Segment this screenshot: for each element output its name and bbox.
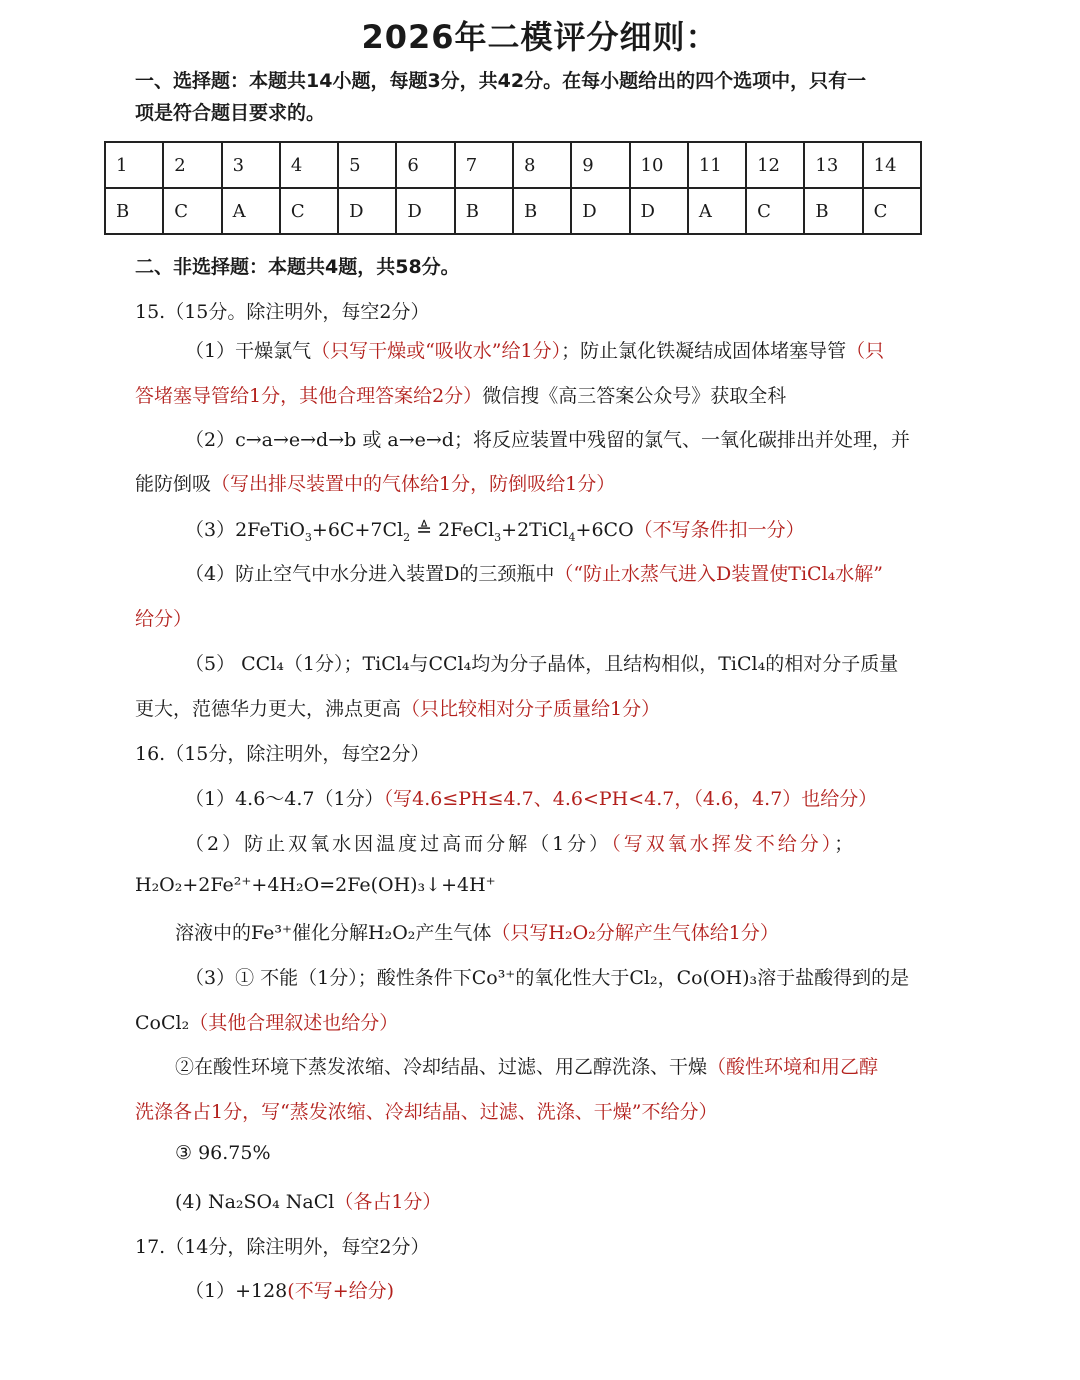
q17-p1-note: (不写+给分) bbox=[287, 1280, 395, 1302]
question-number-cell: 5 bbox=[338, 142, 396, 188]
q15-header: 15.（15分。除注明外，每空2分） bbox=[135, 301, 430, 323]
q15-p2-note: （写出排尽装置中的气体给1分，防倒吸给1分） bbox=[211, 473, 616, 495]
q17-p1-answer: （1）+128 bbox=[185, 1280, 288, 1302]
q15-p3-eq-b: +6C+7Cl bbox=[311, 519, 404, 541]
q15-part4-line1 bbox=[185, 559, 883, 586]
q15-part1-line1 bbox=[185, 336, 884, 363]
q15-part5-line1: （5） CCl₄（1分）；TiCl₄与CCl₄均为分子晶体，且结构相似，TiCl₄的相对分子质量 bbox=[185, 653, 899, 675]
answer-cell: C bbox=[746, 188, 804, 234]
q16-p4-note: （各占1分） bbox=[334, 1191, 442, 1213]
q16-p3-answer2: ②在酸性环境下蒸发浓缩、冷却结晶、过滤、用乙醇洗涤、干燥 bbox=[175, 1056, 708, 1078]
question-number-cell: 6 bbox=[396, 142, 454, 188]
question-number-cell: 4 bbox=[280, 142, 338, 188]
answer-cell: B bbox=[804, 188, 862, 234]
q15-p3-eq-e: +6CO bbox=[575, 519, 634, 541]
answer-cell: D bbox=[571, 188, 629, 234]
q16-p2-answer2: 溶液中的Fe³⁺催化分解H₂O₂产生气体 bbox=[175, 922, 492, 944]
q16-part3-line1: （3）① 不能（1分）；酸性条件下Co³⁺的氧化性大于Cl₂，Co(OH)₃溶于盐酸得到的是 bbox=[185, 967, 910, 989]
q15-wechat-note: 微信搜《高三答案公众号》获取全科 bbox=[482, 385, 787, 407]
q15-part2-line2 bbox=[135, 469, 615, 496]
q16-part3-line2 bbox=[135, 1008, 398, 1035]
q15-p3-note: （不写条件扣一分） bbox=[633, 519, 805, 541]
q15-p1-answer2: ；防止氯化铁凝结成固体堵塞导管 bbox=[561, 340, 847, 362]
q16-p4-answer: (4) Na₂SO₄ NaCl bbox=[175, 1191, 335, 1213]
q16-p2-sep: ； bbox=[834, 833, 857, 855]
answer-cell: A bbox=[688, 188, 746, 234]
q16-part3-line3 bbox=[175, 1052, 878, 1079]
question-number-cell: 14 bbox=[863, 142, 921, 188]
q15-p5-answer: 更大，范德华力更大，沸点更高 bbox=[135, 698, 402, 720]
q15-p4-note: （“防止水蒸气进入D装置使TiCl₄水解” bbox=[554, 563, 883, 585]
table-row-numbers bbox=[105, 142, 921, 188]
q15-p2-answer: 能防倒吸 bbox=[135, 473, 212, 495]
question-number-cell: 7 bbox=[455, 142, 513, 188]
q15-p3-eq-d: +2TiCl bbox=[501, 519, 569, 541]
section1-line1: 一、选择题：本题共14小题，每题3分，共42分。在每小题给出的四个选项中，只有一 bbox=[135, 70, 867, 92]
q16-p3-note2: （酸性环境和用乙醇 bbox=[707, 1056, 879, 1078]
q15-p4-answer: （4）防止空气中水分进入装置D的三颈瓶中 bbox=[185, 563, 555, 585]
answer-cell: D bbox=[630, 188, 688, 234]
q15-part4-line2: 给分） bbox=[135, 608, 193, 630]
question-number-cell: 2 bbox=[163, 142, 221, 188]
q15-part5-line2 bbox=[135, 694, 660, 721]
q16-part2-line3 bbox=[175, 918, 779, 945]
section2-label: 二、非选择题：本题共4题，共58分。 bbox=[135, 256, 460, 278]
q15-p1-note2-end: 答堵塞导管给1分，其他合理答案给2分） bbox=[135, 385, 483, 407]
answer-cell: B bbox=[513, 188, 571, 234]
answer-cell: D bbox=[396, 188, 454, 234]
q16-p2-answer: （2）防止双氧水因温度过高而分解（1分） bbox=[185, 833, 612, 855]
q15-p1-answer: （1）干燥氯气 bbox=[185, 340, 312, 362]
answer-cell: B bbox=[455, 188, 513, 234]
q17-header: 17.（14分，除注明外，每空2分） bbox=[135, 1236, 430, 1258]
q16-part3-line5: ③ 96.75% bbox=[175, 1142, 271, 1164]
q16-part4 bbox=[175, 1187, 441, 1214]
q16-part2-line1 bbox=[185, 829, 856, 856]
answer-cell: C bbox=[280, 188, 338, 234]
question-number-cell: 10 bbox=[630, 142, 688, 188]
section1-line2: 项是符合题目要求的。 bbox=[135, 102, 326, 124]
question-number-cell: 12 bbox=[746, 142, 804, 188]
q16-part3-line4: 洗涤各占1分，写“蒸发浓缩、冷却结晶、过滤、洗涤、干燥”不给分） bbox=[135, 1101, 718, 1123]
q16-p3-note: （其他合理叙述也给分） bbox=[189, 1012, 399, 1034]
answer-cell: A bbox=[222, 188, 280, 234]
q15-part1-line2 bbox=[135, 381, 786, 408]
q15-p1-note2-start: （只 bbox=[846, 340, 885, 362]
section2-heading bbox=[135, 252, 460, 279]
q15-part2-line1: （2）c→a→e→d→b 或 a→e→d；将反应装置中残留的氯气、一氧化碳排出并处理，并 bbox=[185, 429, 910, 451]
q15-part3: $(3)2FeTiO_3+6C+7Cl_2$ ≜ 2FeCl$_3$+2TiCl$_4$+6CO（不写条件扣一分） bbox=[185, 519, 805, 544]
question-number-cell: 9 bbox=[571, 142, 629, 188]
q16-header: 16.（15分，除注明外，每空2分） bbox=[135, 743, 430, 765]
question-number-cell: 1 bbox=[105, 142, 163, 188]
q16-part1 bbox=[185, 784, 877, 811]
answer-cell: C bbox=[163, 188, 221, 234]
question-number-cell: 11 bbox=[688, 142, 746, 188]
q16-p3-formula: CoCl₂ bbox=[135, 1012, 190, 1034]
page-title: 2026年二模评分细则： bbox=[361, 18, 719, 56]
answer-table bbox=[104, 141, 922, 235]
q16-p1-answer: （1）4.6～4.7（1分） bbox=[185, 788, 384, 810]
question-number-cell: 8 bbox=[513, 142, 571, 188]
q15-p5-note: （只比较相对分子质量给1分） bbox=[401, 698, 661, 720]
q16-p2-note2: （只写H₂O₂分解产生气体给1分） bbox=[491, 922, 779, 944]
table-row-answers bbox=[105, 188, 921, 234]
q16-p1-note: （写4.6≤PH≤4.7、4.6<PH<4.7，（4.6，4.7）也给分） bbox=[383, 788, 878, 810]
answer-cell: C bbox=[863, 188, 921, 234]
q15-p3-eq-c: ≜ 2FeCl bbox=[410, 519, 495, 541]
q15-p3-eq-a: （3）2FeTiO bbox=[185, 519, 305, 541]
q15-p1-note: （只写干燥或“吸收水”给1分） bbox=[311, 340, 562, 362]
q17-part1 bbox=[185, 1276, 394, 1303]
q16-p2-note: （写双氧水挥发不给分） bbox=[611, 833, 835, 855]
question-number-cell: 13 bbox=[804, 142, 862, 188]
answer-cell: D bbox=[338, 188, 396, 234]
answer-cell: B bbox=[105, 188, 163, 234]
question-number-cell: 3 bbox=[222, 142, 280, 188]
q16-equation: H₂O₂+2Fe²⁺+4H₂O=2Fe(OH)₃↓+4H⁺ bbox=[135, 874, 496, 896]
